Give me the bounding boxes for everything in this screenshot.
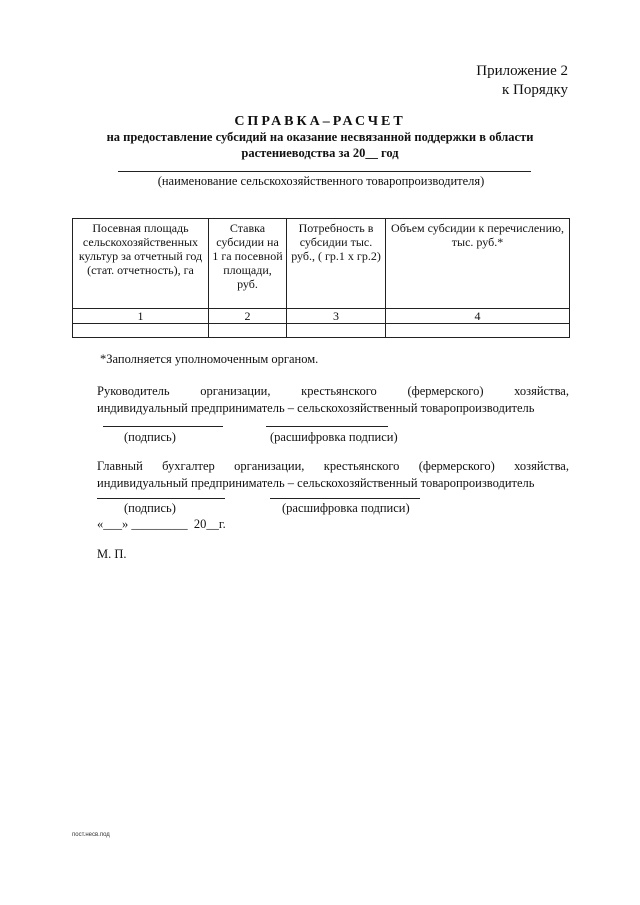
subtitle-line-2: растениеводства за 20__ год xyxy=(241,146,399,160)
document-subtitle xyxy=(90,129,550,161)
table-column-numbers-row xyxy=(73,309,570,324)
head-decoding-line xyxy=(266,426,388,427)
footnote: *Заполняется уполномоченным органом. xyxy=(100,352,319,366)
table-cell xyxy=(287,324,386,338)
producer-name-caption: (наименование сельскохозяйственного товаропроизводителя) xyxy=(157,174,485,188)
head-decoding-caption: (расшифровка подписи) xyxy=(270,430,398,444)
column-number: 2 xyxy=(209,309,287,324)
table-header-row xyxy=(73,219,570,309)
file-code: пост.несв.под xyxy=(72,832,110,838)
head-position-text xyxy=(97,383,569,417)
word: организации, xyxy=(234,459,305,473)
accountant-position-text xyxy=(97,458,569,492)
column-number: 4 xyxy=(386,309,570,324)
head-line-2: индивидуальный предприниматель – сельскохозяйственный товаропроизводитель xyxy=(97,401,535,415)
word: бухгалтер xyxy=(162,459,215,473)
header-subsidy-rate: Ставка субсидии на 1 га посевной площади, руб. xyxy=(209,219,287,309)
accountant-line-1 xyxy=(97,458,569,475)
stamp-place: М. П. xyxy=(97,547,127,561)
table-cell xyxy=(386,324,570,338)
word: организации, xyxy=(200,384,271,398)
document-title: СПРАВКА–РАСЧЕТ xyxy=(234,114,406,129)
word: Главный xyxy=(97,459,143,473)
word: хозяйства, xyxy=(514,384,569,398)
word: хозяйства, xyxy=(514,459,569,473)
calculation-table xyxy=(72,218,570,338)
table-empty-row xyxy=(73,324,570,338)
header-sown-area: Посевная площадь сельскохозяйственных культур за отчетный год (стат. отчетность), га xyxy=(73,219,209,309)
producer-name-line xyxy=(118,171,531,172)
accountant-line-2: индивидуальный предприниматель – сельскохозяйственный товаропроизводитель xyxy=(97,476,535,490)
accountant-signature-caption: (подпись) xyxy=(124,501,176,515)
word: (фермерского) xyxy=(418,459,495,473)
header-subsidy-need: Потребность в субсидии тыс. руб., ( гр.1 х гр.2) xyxy=(287,219,386,309)
appendix-target: к Порядку xyxy=(502,82,568,98)
subtitle-line-1: на предоставление субсидий на оказание несвязанной поддержки в области xyxy=(106,130,534,144)
head-signature-line xyxy=(103,426,223,427)
head-signature-caption: (подпись) xyxy=(124,430,176,444)
word: крестьянского xyxy=(323,459,400,473)
word: Руководитель xyxy=(97,384,170,398)
accountant-decoding-line xyxy=(270,498,420,499)
word: крестьянского xyxy=(301,384,377,398)
head-line-1 xyxy=(97,383,569,400)
column-number: 1 xyxy=(73,309,209,324)
accountant-signature-line xyxy=(97,498,225,499)
table-cell xyxy=(73,324,209,338)
table-cell xyxy=(209,324,287,338)
header-subsidy-amount: Объем субсидии к перечислению, тыс. руб.* xyxy=(386,219,570,309)
word: (фермерского) xyxy=(407,384,484,398)
accountant-decoding-caption: (расшифровка подписи) xyxy=(282,501,410,515)
column-number: 3 xyxy=(287,309,386,324)
appendix-reference xyxy=(476,62,568,100)
appendix-number: Приложение 2 xyxy=(476,63,568,79)
signature-date: «___» _________ 20__г. xyxy=(97,517,226,531)
